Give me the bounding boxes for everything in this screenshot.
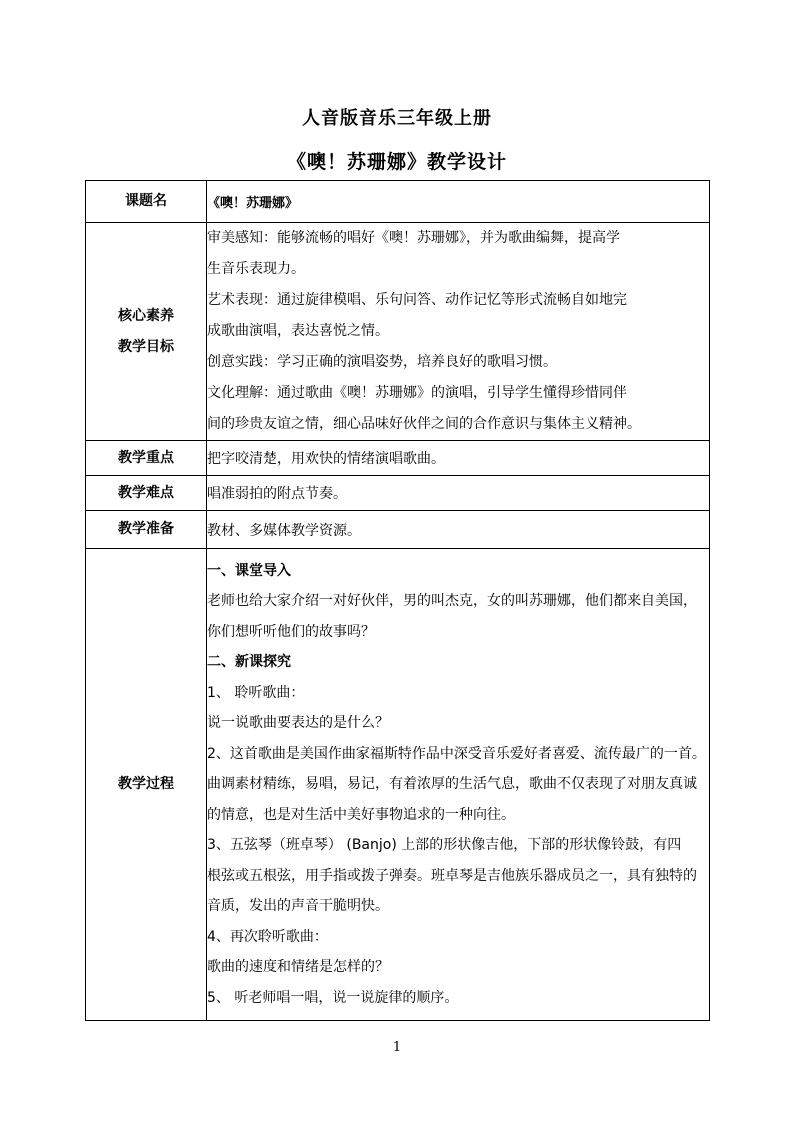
process-content: [207, 549, 710, 1021]
document-title-line2: 《噢！苏珊娜》教学设计: [286, 151, 507, 173]
difficulties-value: 唱准弱拍的附点节奏。: [207, 476, 710, 511]
row-goals: [86, 223, 710, 441]
goals-line: 艺术表现：通过旋律模唱、乐句问答、动作记忆等形式流畅自如地完: [207, 292, 627, 308]
topic-label: 课题名: [86, 181, 207, 223]
goals-line: 成歌曲演唱，表达喜悦之情。: [207, 323, 389, 339]
process-line: 老师也给大家介绍一对好伙伴，男的叫杰克，女的叫苏珊娜，他们都来自美国，: [207, 593, 697, 610]
goals-line: 审美感知：能够流畅的唱好《噢！苏珊娜》，并为歌曲编舞，提高学: [207, 230, 620, 246]
difficulties-label: 教学难点: [86, 476, 207, 511]
process-label: 教学过程: [86, 549, 207, 1021]
row-key-points: [86, 441, 710, 476]
process-line: 2、这首歌曲是美国作曲家福斯特作品中深受音乐爱好者喜爱、流传最广的一首。: [207, 745, 706, 762]
key-points-value: 把字咬清楚，用欢快的情绪演唱歌曲。: [207, 441, 710, 476]
process-line: 歌曲的速度和情绪是怎样的？: [207, 959, 389, 976]
goals-content: [207, 223, 710, 441]
goals-line: 文化理解：通过歌曲《噢！苏珊娜》的演唱，引导学生懂得珍惜同伴: [207, 385, 627, 401]
process-line: 音质，发出的声音干脆明快。: [207, 898, 389, 915]
process-section-heading: 二、新课探究: [207, 654, 291, 671]
row-preparation: [86, 511, 710, 549]
topic-value: 《噢！苏珊娜》: [207, 196, 299, 211]
process-line: 说一说歌曲要表达的是什么？: [207, 715, 389, 732]
preparation-label: 教学准备: [86, 511, 207, 549]
row-difficulties: [86, 476, 710, 511]
process-line: 4、再次聆听歌曲：: [207, 928, 328, 945]
goals-line: 创意实践：学习正确的演唱姿势，培养良好的歌唱习惯。: [207, 354, 557, 370]
lesson-plan-table: [85, 180, 710, 1021]
process-section-heading: 一、课堂导入: [207, 562, 291, 579]
process-line: 的情意，也是对生活中美好事物追求的一种向往。: [207, 806, 515, 823]
topic-value-cell: [207, 181, 710, 223]
process-line: 1、 聆听歌曲：: [207, 684, 305, 701]
row-process: [86, 549, 710, 1021]
goals-label-line2: 教学目标: [118, 338, 174, 355]
process-line: 根弦或五根弦，用手指或拨子弹奏。班卓琴是吉他族乐器成员之一，具有独特的: [207, 867, 697, 884]
page-number: 1: [392, 1040, 402, 1055]
goals-line: 间的珍贵友谊之情，细心品味好伙伴之间的合作意识与集体主义精神。: [207, 416, 641, 432]
row-topic: [86, 181, 710, 223]
preparation-value: 教材、多媒体教学资源。: [207, 511, 710, 549]
process-line: 曲调素材精练，易唱，易记，有着浓厚的生活气息，歌曲不仅表现了对朋友真诚: [207, 776, 697, 793]
document-title-line1: 人音版音乐三年级上册: [302, 108, 492, 129]
process-line: 你们想听听他们的故事吗？: [207, 623, 375, 640]
process-line: 3、五弦琴（班卓琴） (Banjo) 上部的形状像吉他，下部的形状像铃鼓，有四: [207, 837, 682, 854]
goals-label-line1: 核心素养: [118, 307, 174, 324]
process-line: 5、 听老师唱一唱，说一说旋律的顺序。: [207, 989, 459, 1006]
goals-label: [86, 223, 207, 441]
key-points-label: 教学重点: [86, 441, 207, 476]
goals-line: 生音乐表现力。: [207, 261, 305, 277]
